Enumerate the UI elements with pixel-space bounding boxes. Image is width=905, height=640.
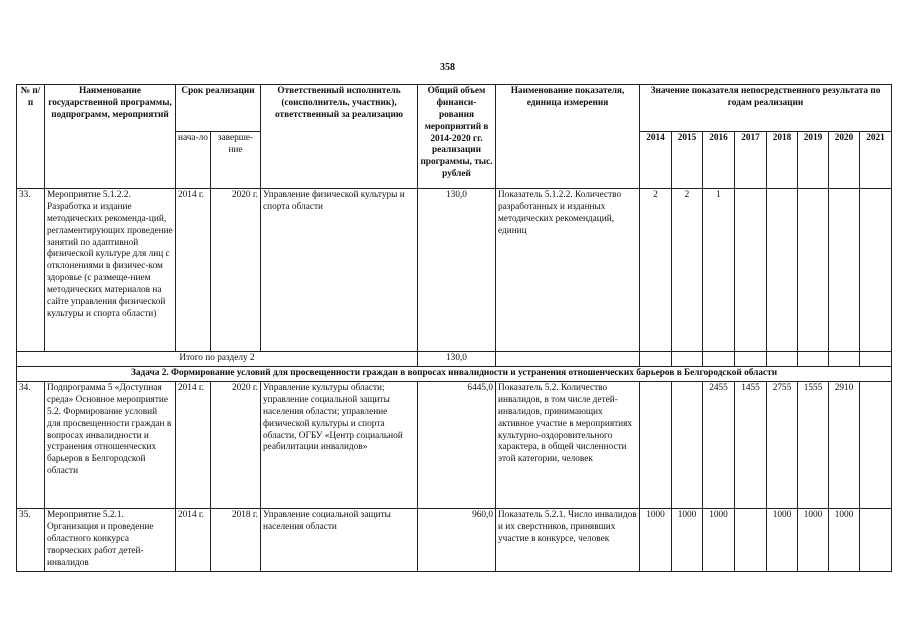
row-value: 2910 — [829, 382, 860, 509]
header-year: 2015 — [672, 132, 703, 189]
row-executor: Управление физической культуры и спорта области — [261, 189, 418, 352]
row-num: 33. — [17, 189, 45, 352]
header-year: 2014 — [640, 132, 672, 189]
section-total-label: Итого по разделу 2 — [17, 352, 418, 367]
header-term: Срок реализации — [176, 85, 261, 132]
row-volume: 960,0 — [418, 509, 496, 572]
header-end: заверше-ние — [211, 132, 261, 189]
program-table — [16, 84, 892, 572]
header-year: 2018 — [767, 132, 798, 189]
row-value: 1000 — [829, 509, 860, 572]
row-name: Мероприятие 5.2.1. Организация и проведение областного конкурса творческих работ детей-инвалидов — [45, 509, 176, 572]
row-value — [829, 189, 860, 352]
header-year: 2021 — [860, 132, 892, 189]
header-name: Наименование государственной программы, подпрограмм, мероприятий — [45, 85, 176, 189]
row-value: 1 — [703, 189, 735, 352]
row-value — [798, 189, 829, 352]
row-name: Подпрограмма 5 «Доступная среда» Основное мероприятие 5.2. Формирование условий для просвещенности граждан в вопросах инвалидности и устранения отношенческих барьеров в Белгородской области — [45, 382, 176, 509]
section-total-row — [17, 352, 892, 367]
row-value — [640, 382, 672, 509]
row-value: 1000 — [703, 509, 735, 572]
header-num: № п/п — [17, 85, 45, 189]
empty-cell — [496, 352, 640, 367]
row-start: 2014 г. — [176, 509, 211, 572]
header-row-1 — [17, 85, 892, 132]
row-value: 2755 — [767, 382, 798, 509]
row-end: 2020 г. — [211, 382, 261, 509]
row-indicator: Показатель 5.2. Количество инвалидов, в том числе детей-инвалидов, принимающих активное участие в мероприятиях культурно-оздоровительного характера, в общей численности этой категории, человек — [496, 382, 640, 509]
row-num: 34. — [17, 382, 45, 509]
header-year: 2017 — [735, 132, 767, 189]
page-number: 358 — [440, 62, 455, 73]
table-row — [17, 382, 892, 509]
row-value: 1000 — [798, 509, 829, 572]
row-value — [735, 189, 767, 352]
row-executor: Управление культуры области; управление социальной защиты населения области; управление физической культуры и спорта области, ОГБУ «Центр социальной реабилитации инвалидов» — [261, 382, 418, 509]
row-volume: 130,0 — [418, 189, 496, 352]
row-start: 2014 г. — [176, 382, 211, 509]
header-volume: Общий объем финанси-рования мероприятий в 2014-2020 гг. реализации программы, тыс. рублей — [418, 85, 496, 189]
table-row — [17, 189, 892, 352]
row-start: 2014 г. — [176, 189, 211, 352]
task-row — [17, 367, 892, 382]
row-volume: 6445,0 — [418, 382, 496, 509]
task-title: Задача 2. Формирование условий для просвещенности граждан в вопросах инвалидности и устранения отношенческих барьеров в Белгородской области — [17, 367, 892, 382]
row-value — [672, 382, 703, 509]
row-value — [860, 509, 892, 572]
row-value: 1455 — [735, 382, 767, 509]
header-year: 2019 — [798, 132, 829, 189]
row-name: Мероприятие 5.1.2.2. Разработка и издание методических рекоменда-ций, регламентирующих проведение занятий по адаптивной физической культуре для лиц с отклонениями в физичес-ком здоровье (с размеще-нием методических материалов на сайте управления физической культуры и спорта области) — [45, 189, 176, 352]
row-value — [767, 189, 798, 352]
header-indicator: Наименование показателя, единица измерения — [496, 85, 640, 189]
row-value: 2 — [640, 189, 672, 352]
table-row — [17, 509, 892, 572]
row-indicator: Показатель 5.1.2.2. Количество разработанных и изданных методических рекомендаций, единиц — [496, 189, 640, 352]
row-value: 1000 — [640, 509, 672, 572]
row-indicator: Показатель 5.2.1. Число инвалидов и их сверстников, принявших участие в конкурсе, человек — [496, 509, 640, 572]
row-num: 35. — [17, 509, 45, 572]
row-value: 2 — [672, 189, 703, 352]
row-value: 1555 — [798, 382, 829, 509]
row-value — [735, 509, 767, 572]
row-end: 2020 г. — [211, 189, 261, 352]
row-value — [860, 189, 892, 352]
row-value: 1000 — [672, 509, 703, 572]
row-value: 1000 — [767, 509, 798, 572]
row-value — [860, 382, 892, 509]
header-year: 2020 — [829, 132, 860, 189]
row-end: 2018 г. — [211, 509, 261, 572]
row-value: 2455 — [703, 382, 735, 509]
header-values: Значение показателя непосредственного результата по годам реализации — [640, 85, 892, 132]
section-total-volume: 130,0 — [418, 352, 496, 367]
header-executor: Ответственный исполнитель (соисполнитель, участник), ответственный за реализацию — [261, 85, 418, 189]
row-executor: Управление социальной защиты населения области — [261, 509, 418, 572]
header-start: нача-ло — [176, 132, 211, 189]
header-year: 2016 — [703, 132, 735, 189]
